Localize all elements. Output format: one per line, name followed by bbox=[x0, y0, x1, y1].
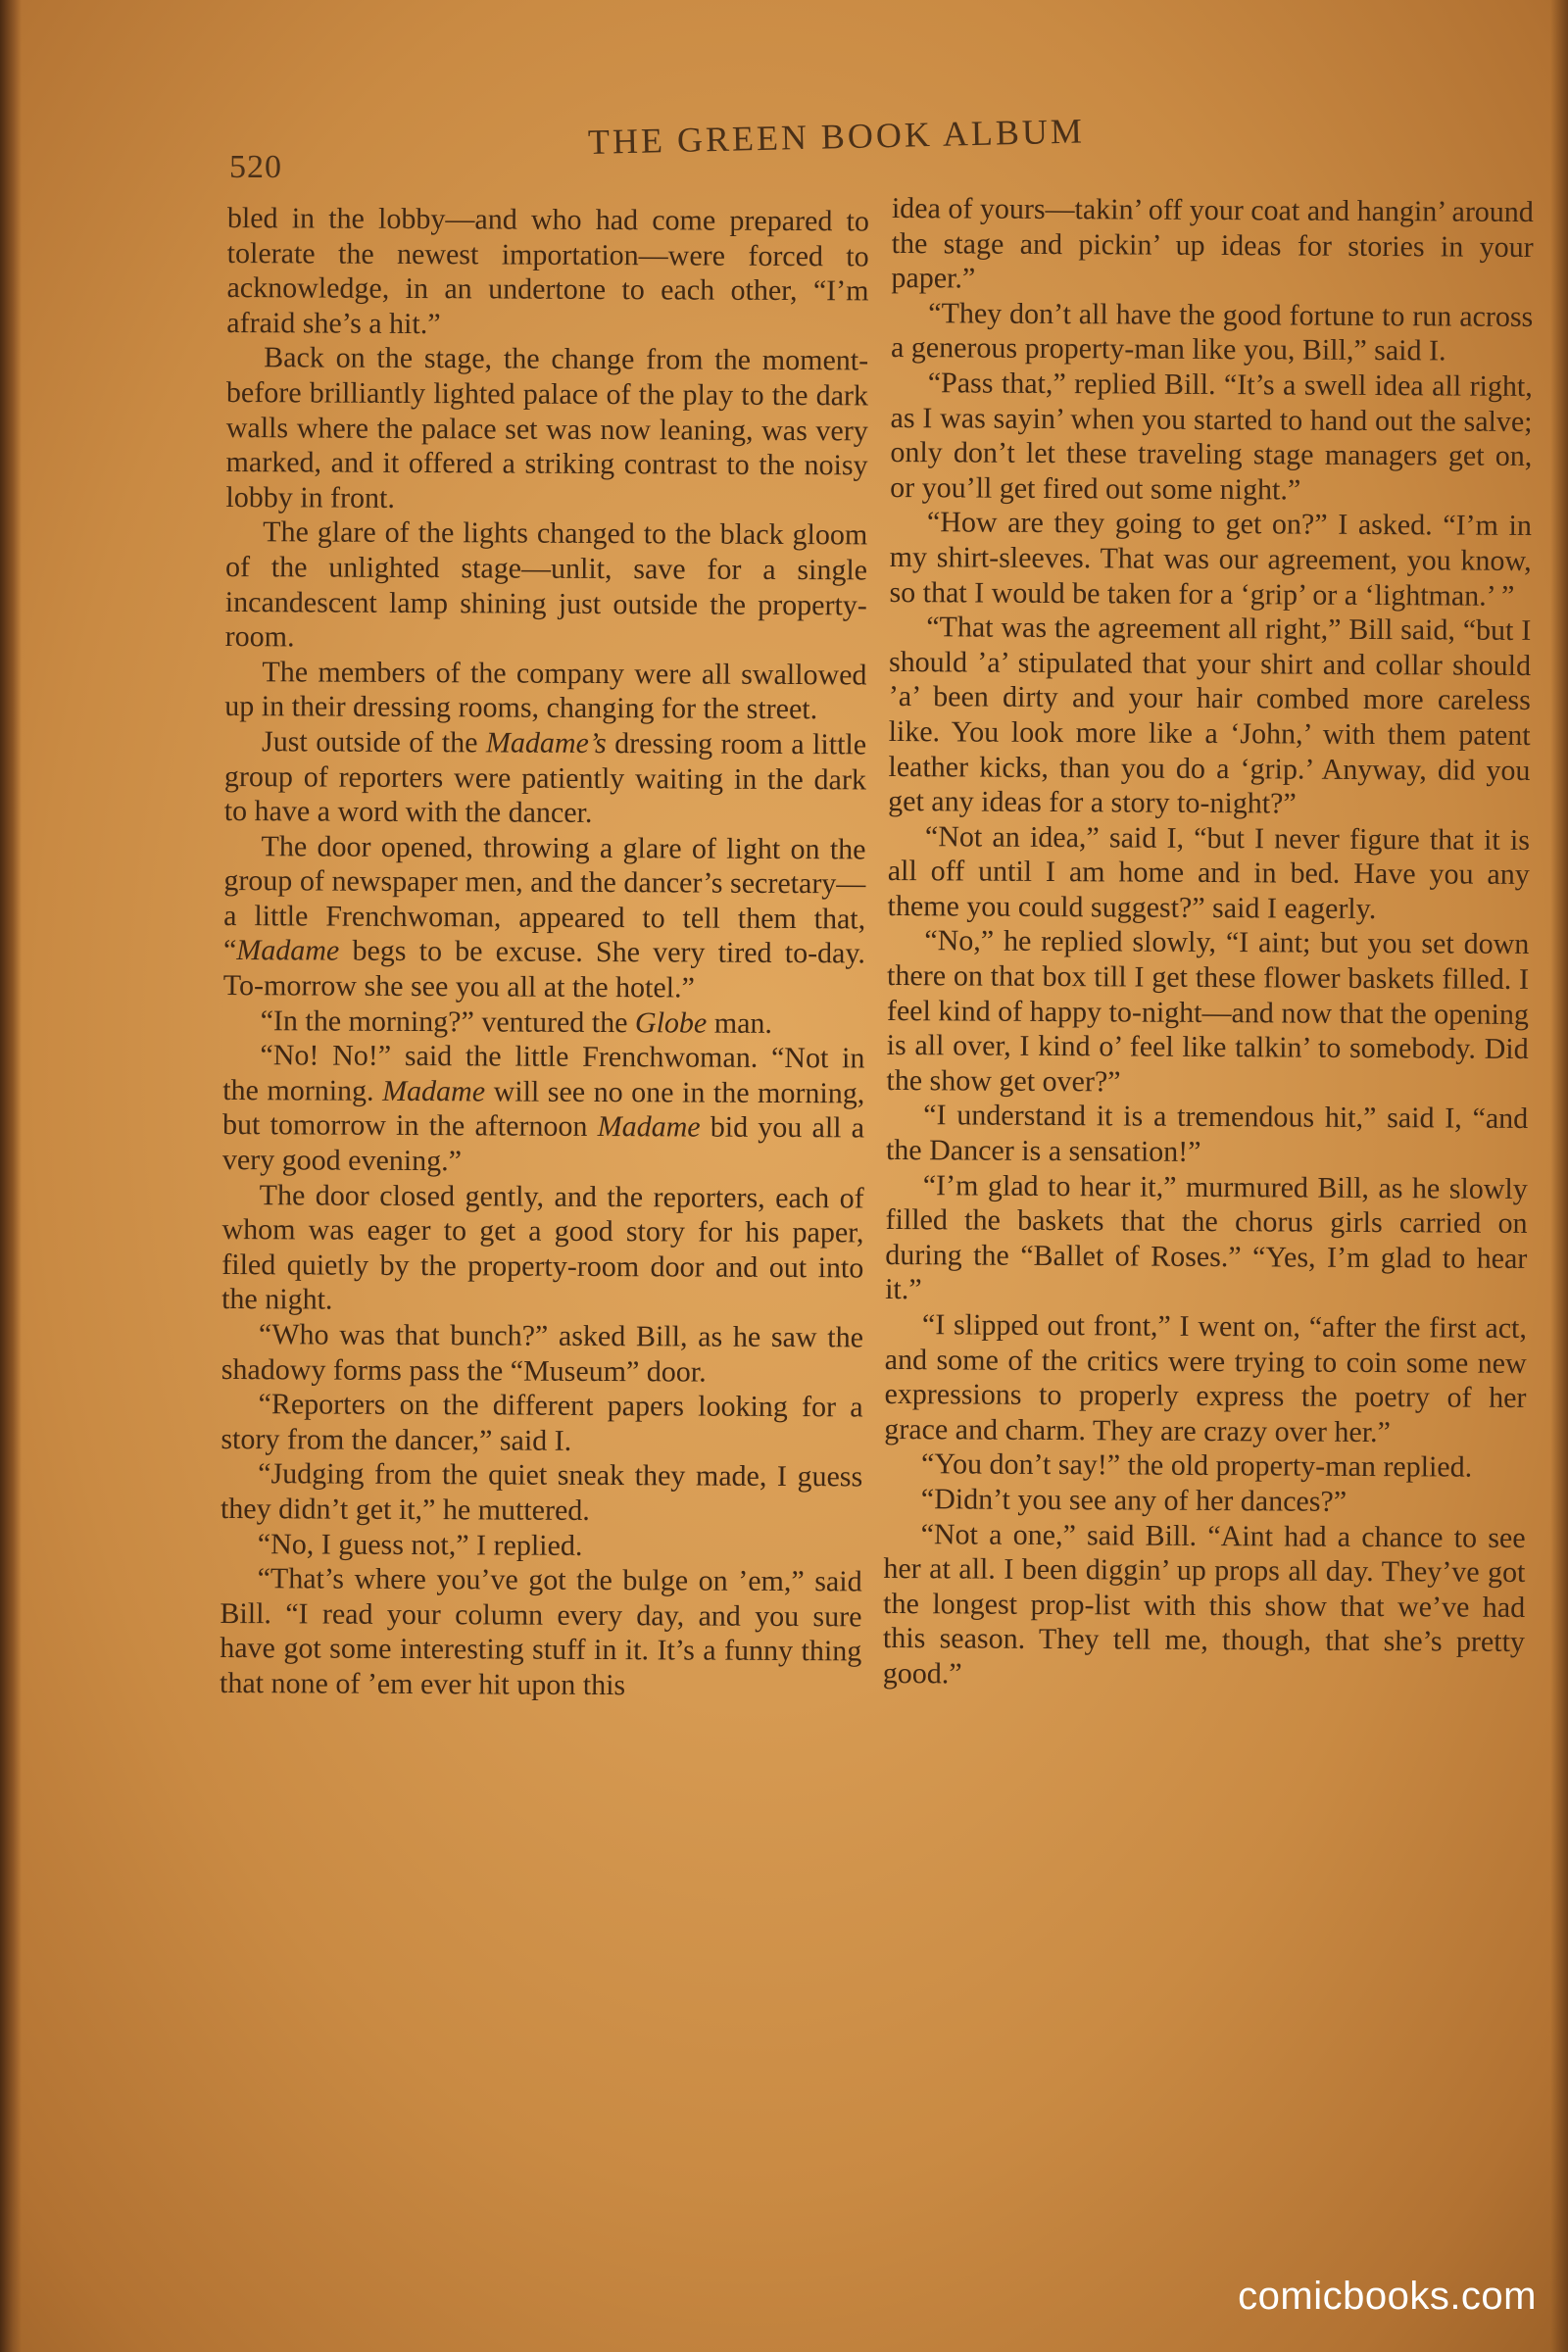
text-run: “Pass that,” replied Bill. “It’s a swell idea all right, as I was sayin’ when you started to hand out the salve; only don’t let these traveling stage managers get on, or you’ll get fired out some night.” bbox=[890, 367, 1533, 507]
text-run: Just outside of the bbox=[262, 725, 486, 760]
paragraph bbox=[226, 201, 869, 344]
text-column-left bbox=[220, 201, 869, 1704]
text-run: “In the morning?” ventured the bbox=[260, 1004, 636, 1039]
paragraph bbox=[888, 610, 1531, 823]
text-run: “Didn’t you see any of her dances?” bbox=[920, 1483, 1348, 1518]
paragraph bbox=[891, 296, 1533, 369]
paragraph bbox=[221, 1317, 863, 1391]
text-run: The glare of the lights changed to the black gloom of the unlighted stage—unlit, save for a single incandescent lamp shining just outside the property-room. bbox=[224, 515, 868, 654]
text-run: “No! No!” said the little Frenchwoman. “Not in the morning. bbox=[222, 1039, 865, 1107]
paragraph bbox=[891, 191, 1534, 300]
text-run: “I slipped out front,” I went on, “after the first act, and some of the critics were trying to coin some new expressions to properly express the poetry of her grace and charm. They are crazy over her.” bbox=[884, 1308, 1528, 1448]
text-run: “No, I guess not,” I replied. bbox=[257, 1527, 583, 1562]
paragraph bbox=[224, 655, 866, 728]
text-run: bled in the lobby—and who had come prepared to tolerate the newest importation—were forced to acknowledge, in an undertone to each other, “I’m afraid she’s a hit.” bbox=[226, 201, 869, 340]
paragraph bbox=[222, 1038, 865, 1181]
text-run: “I understand it is a tremendous hit,” said I, “and the Dancer is a sensation!” bbox=[885, 1099, 1529, 1168]
paragraph bbox=[223, 1004, 865, 1042]
paragraph bbox=[887, 819, 1530, 928]
italic-text: Madame’s bbox=[485, 726, 607, 760]
text-run: “They don’t all have the good fortune to run across a generous property-man like you, Bill,” said I. bbox=[890, 297, 1534, 368]
italic-text: Madame bbox=[382, 1074, 486, 1108]
paragraph bbox=[225, 514, 868, 658]
paragraph bbox=[890, 366, 1533, 509]
text-run: “Not an idea,” said I, “but I never figure that it is all off until I am home and in bed. Have you any theme you could suggest?” said I eagerly. bbox=[887, 819, 1531, 925]
paragraph bbox=[220, 1456, 862, 1530]
paragraph bbox=[889, 505, 1532, 613]
page-edge-shadow bbox=[1550, 0, 1568, 2352]
paragraph bbox=[220, 1387, 862, 1460]
text-run: The door closed gently, and the reporters, each of whom was eager to get a good story for his paper, filed quietly by the property-room door and out into the night. bbox=[221, 1178, 864, 1316]
text-run: dressing room a little group of reporters were patiently waiting in the dark to have a word with the dancer. bbox=[223, 726, 867, 830]
paragraph bbox=[223, 829, 866, 1006]
paragraph bbox=[883, 1517, 1526, 1695]
paragraph bbox=[886, 923, 1529, 1102]
paragraph bbox=[220, 1561, 862, 1704]
text-run: bid you all a very good evening.” bbox=[221, 1110, 865, 1178]
running-title: THE GREEN BOOK ALBUM bbox=[587, 111, 1086, 162]
page-binding-shadow bbox=[0, 0, 22, 2352]
text-run: “That was the agreement all right,” Bill said, “but I should ’a’ stipulated that your shirt and collar should ’a’ been dirty and your hair combed more careless like. You look more like a ‘John,’ with them patent leather kicks, than you do a ‘grip.’ Anyway, did you get any ideas for a story to-night?” bbox=[888, 611, 1532, 820]
text-run: Back on the stage, the change from the moment-before brilliantly lighted palace of the play to the dark walls where the palace set was now leaning, was very marked, and it offered a striking contrast to the noisy lobby in front. bbox=[225, 341, 869, 514]
paragraph bbox=[220, 1527, 862, 1565]
paragraph bbox=[225, 340, 868, 517]
paragraph bbox=[885, 1168, 1528, 1311]
text-run: The members of the company were all swallowed up in their dressing rooms, changing for the street. bbox=[224, 655, 867, 726]
paragraph bbox=[884, 1482, 1526, 1521]
text-run: “How are they going to get on?” I asked. “I’m in my shirt-sleeves. That was our agreement, you know, so that I would be taken for a ‘grip’ or a ‘lightman.’ ” bbox=[889, 506, 1533, 612]
text-run: The door opened, throwing a glare of light on the group of newspaper men, and the dancer’s secretary—a little Frenchwoman, appeared to tell them that, “ bbox=[222, 829, 866, 967]
page-number: 520 bbox=[229, 149, 282, 185]
text-run: man. bbox=[707, 1006, 773, 1040]
paragraph bbox=[221, 1178, 864, 1321]
text-run: will see no one in the morning, but tomorrow in the afternoon bbox=[221, 1075, 865, 1144]
italic-text: Madame bbox=[236, 934, 340, 968]
text-run: “Judging from the quiet sneak they made, I guess they didn’t get it,” he muttered. bbox=[220, 1457, 863, 1527]
paragraph bbox=[886, 1098, 1528, 1171]
paragraph bbox=[224, 724, 867, 832]
text-run: begs to be excuse. She very tired to-day. To-morrow she see you all at the hotel.” bbox=[222, 935, 866, 1004]
text-run: “Reporters on the different papers looking for a story from the dancer,” said I. bbox=[220, 1388, 863, 1457]
text-run: “Not a one,” said Bill. “Aint had a chance to see her at all. I been diggin’ up props all day. They’ve got the longest prop-list with this show that we’ve had this season. They tell me, though, that she’s pretty good.” bbox=[882, 1517, 1526, 1690]
text-run: idea of yours—takin’ off your coat and hangin’ around the stage and pickin’ up ideas for stories in your paper.” bbox=[891, 191, 1534, 295]
paragraph bbox=[884, 1446, 1526, 1486]
italic-text: Globe bbox=[634, 1005, 708, 1040]
site-watermark: comicbooks.com bbox=[1238, 2275, 1537, 2318]
text-run: “I’m glad to hear it,” murmured Bill, as he slowly filled the baskets that the chorus girls carried on during the “Ballet of Roses.” “Yes, I’m glad to hear it.” bbox=[885, 1168, 1528, 1306]
text-run: “That’s where you’ve got the bulge on ’em,” said Bill. “I read your column every day, and you sure have got some interesting stuff in it. It’s a funny thing that none of ’em ever hit upon this bbox=[219, 1562, 862, 1702]
text-run: “Who was that bunch?” asked Bill, as he saw the shadowy forms pass the “Museum” door. bbox=[220, 1318, 864, 1389]
paragraph bbox=[884, 1307, 1527, 1450]
page-header bbox=[225, 111, 1539, 185]
text-run: “No,” he replied slowly, “I aint; but you set down there on that box till I get these flower baskets filled. I feel kind of happy to-night—and now that the opening is all over, I kind o’ feel like talkin’ to somebody. Did the show get over?” bbox=[886, 924, 1530, 1099]
italic-text: Madame bbox=[597, 1110, 701, 1144]
text-column-right bbox=[883, 191, 1534, 1695]
text-run: “You don’t say!” the old property-man replied. bbox=[920, 1447, 1473, 1485]
